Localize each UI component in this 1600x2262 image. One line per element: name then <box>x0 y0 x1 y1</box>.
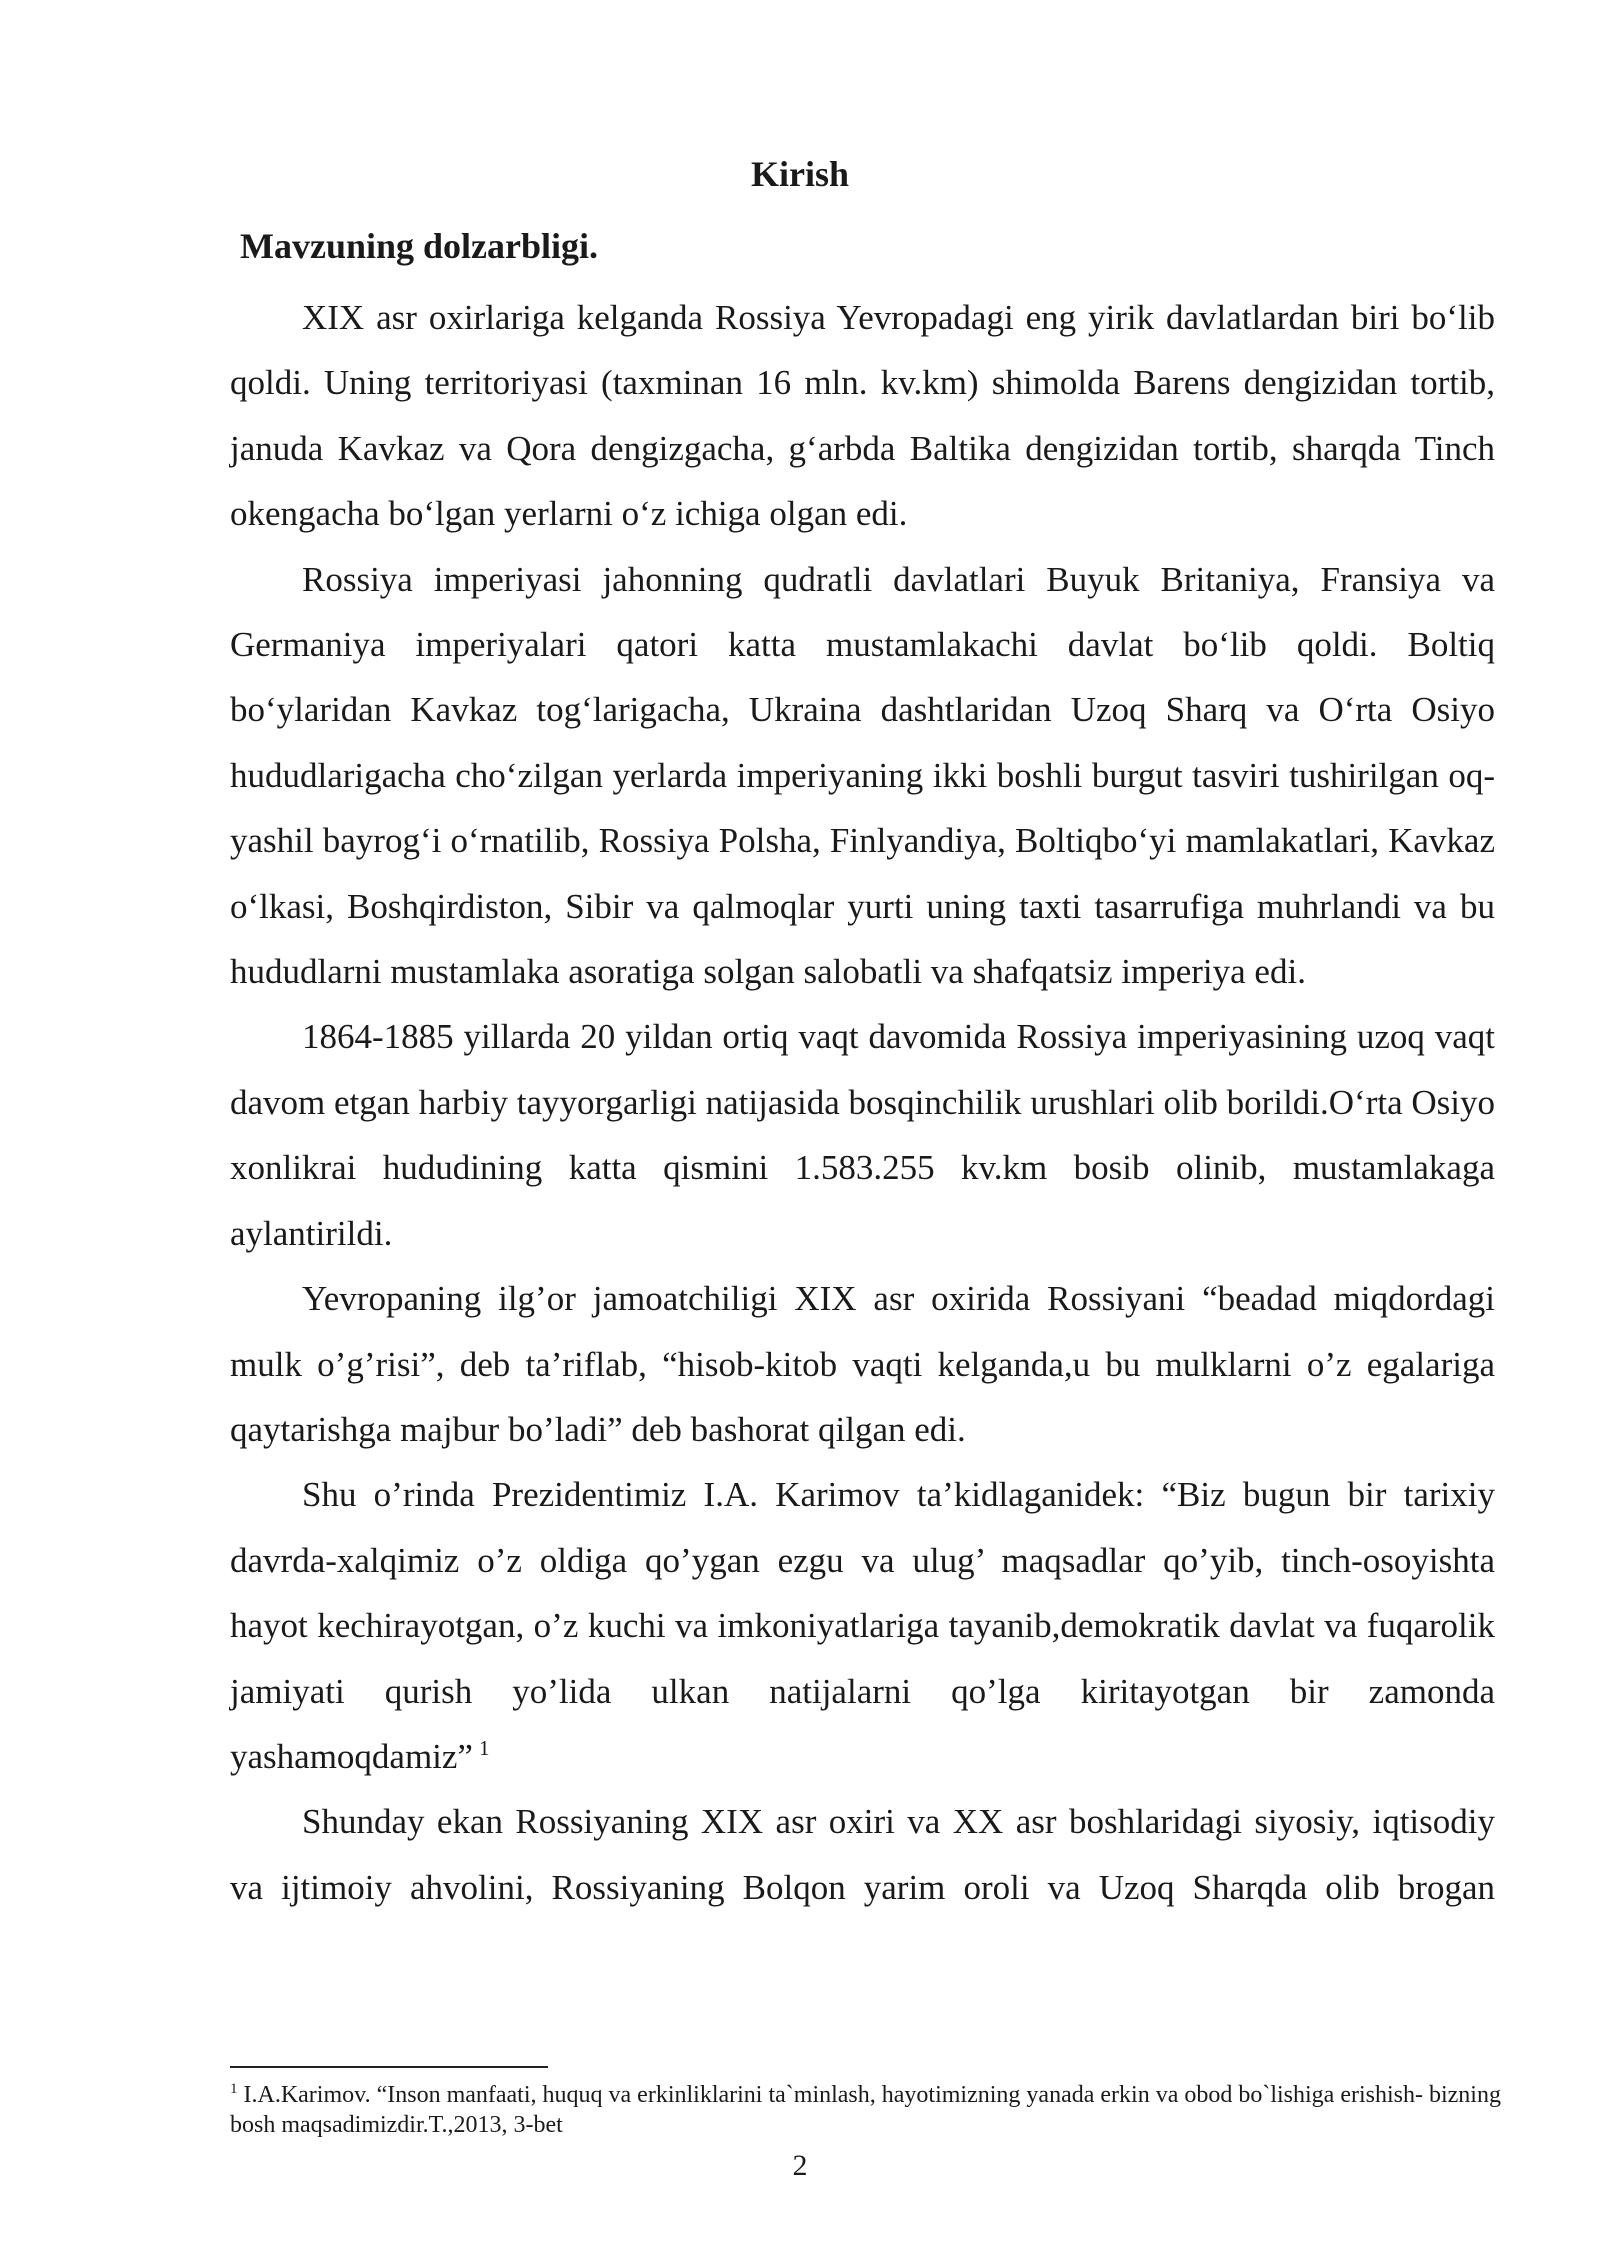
paragraph <box>230 547 1495 1005</box>
paragraph-text: Yevropaning ilg’or jamoatchiligi XIX asr oxirida Rossiyani “beadad miqdordagi mulk o’g’risi”, deb ta’riflab, “hisob-kitob vaqti kelganda,u bu mulklarni o’z egalariga qaytarishga majbur bo’ladi” deb bashorat qilgan edi. <box>230 1279 1495 1449</box>
section-subtitle: Mavzuning dolzarbligi. <box>240 226 599 266</box>
page-number: 2 <box>792 2149 808 2182</box>
paragraph <box>230 1004 1495 1266</box>
footnote-reference[interactable]: 1 <box>478 1736 490 1761</box>
footnote-divider <box>230 2066 548 2068</box>
paragraph <box>230 1266 1495 1462</box>
paragraph <box>230 1789 1495 1920</box>
page-title: Kirish <box>750 154 849 194</box>
paragraph-text: XIX asr oxirlariga kelganda Rossiya Yevropadagi eng yirik davlatlardan biri bo‘lib qoldi. Uning territoriyasi (taxminan 16 mln. kv.km) shimolda Barens dengizidan tortib, januda Kavkaz va Qora dengizgacha, g‘arbda Baltika dengizidan tortib, sharqda Tinch okengacha bo‘lgan yerlarni o‘z ichiga olgan edi. <box>230 298 1495 534</box>
footnote-text: I.A.Karimov. “Inson manfaati, huquq va erkinliklarini ta`minlash, hayotimizning yanada erkin va obod bo`lishiga erishish- bizning bosh maqsadimizdir.T.,2013, 3-bet <box>230 2082 1501 2138</box>
paragraph-text: Shunday ekan Rossiyaning XIX asr oxiri va XX asr boshlaridagi siyosiy, iqtisodiy va ijtimoiy ahvolini, Rossiyaning Bolqon yarim oroli va Uzoq Sharqda olib brogan <box>230 1802 1495 1907</box>
footnote <box>230 2080 1510 2140</box>
footnote-marker: 1 <box>230 2081 238 2097</box>
paragraph <box>230 285 1495 547</box>
paragraph-text: Rossiya imperiyasi jahonning qudratli davlatlari Buyuk Britaniya, Fransiya va Germaniya imperiyalari qatori katta mustamlakachi davlat bo‘lib qoldi. Boltiq bo‘ylaridan Kavkaz tog‘larigacha, Ukraina dashtlaridan Uzoq Sharq va O‘rta Osiyo hududlarigacha cho‘zilgan yerlarda imperiyaning ikki boshli burgut tasviri tushirilgan oq-yashil bayrog‘i o‘rnatilib, Rossiya Polsha, Finlyandiya, Boltiqbo‘yi mamlakatlari, Kavkaz o‘lkasi, Boshqirdiston, Sibir va qalmoqlar yurti uning taxti tasarrufiga muhrlandi va bu hududlarni mustamlaka asoratiga solgan salobatli va shafqatsiz imperiya edi. <box>230 559 1495 992</box>
paragraph-text: Shu o’rinda Prezidentimiz I.A. Karimov ta’kidlaganidek: “Biz bugun bir tarixiy davrda-xalqimiz o’z oldiga qo’ygan ezgu va ulug’ maqsadlar qo’yib, tinch-osoyishta hayot kechirayotgan, o’z kuchi va imkoniyatlariga tayanib,demokratik davlat va fuqarolik jamiyati qurish yo’lida ulkan natijalarni qo’lga kiritayotgan bir zamonda yashamoqdamiz” <box>230 1475 1495 1776</box>
paragraph <box>230 1462 1495 1789</box>
paragraph-text: 1864-1885 yillarda 20 yildan ortiq vaqt davomida Rossiya imperiyasining uzoq vaqt davom etgan harbiy tayyorgarligi natijasida bosqinchilik urushlari olib borildi.O‘rta Osiyo xonlikrai hududining katta qismini 1.583.255 kv.km bosib olinib, mustamlakaga aylantirildi. <box>230 1017 1495 1253</box>
body-text <box>230 285 1495 1920</box>
